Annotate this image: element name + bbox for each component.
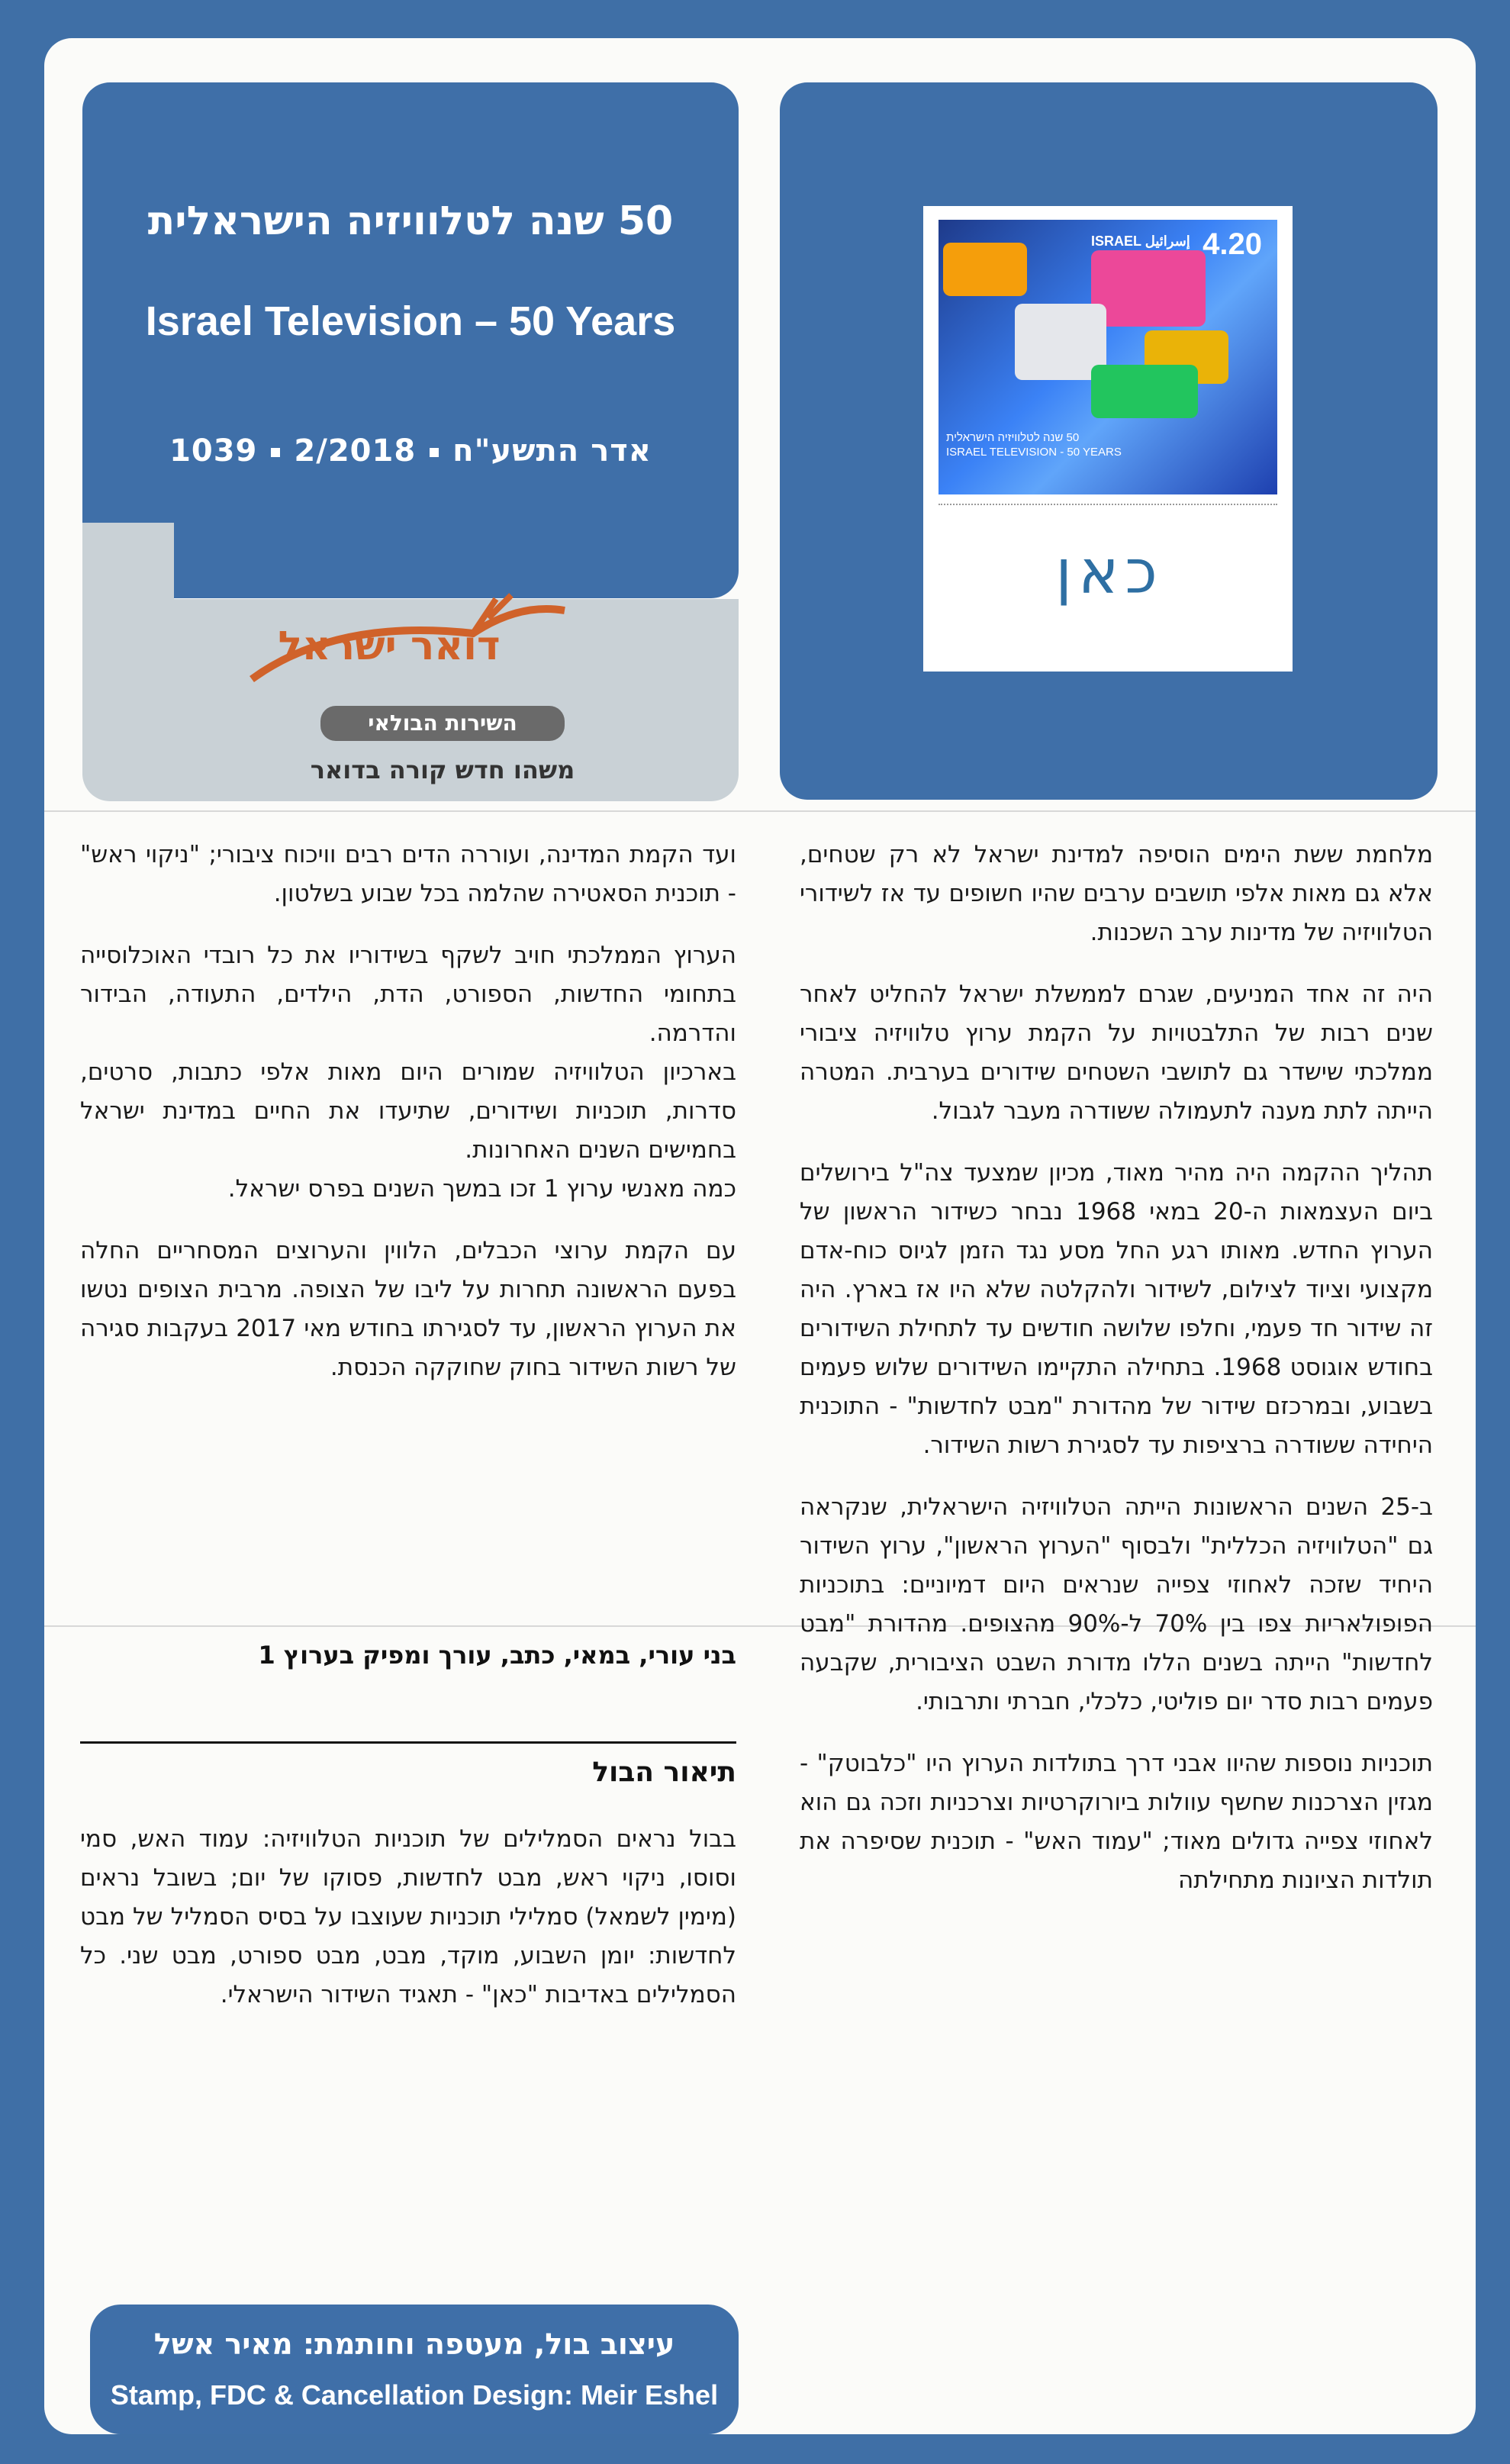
- article-right-column: [800, 836, 1433, 1923]
- stamp-description-heading: תיאור הבול: [592, 1757, 736, 1788]
- separator-square: [430, 448, 439, 457]
- paragraph: מלחמת ששת הימים הוסיפה למדינת ישראל לא רק שטחים, אלא גם מאות אלפי תושבים ערבים שהיו חשופים עד אז לשידורי הטלוויזיה של מדינות ערב השכנות.: [800, 841, 1433, 946]
- paragraph: עם הקמת ערוצי הכבלים, הלווין והערוצים המסחריים החלה בפעם הראשונה תחרות על ליבו של הצופה. מרבית הצופים נטשו את הערוץ הראשון, עד לסגירתו בחודש מאי 2017 בעקבות סגירה של רשות השידור בחוק שחוקקה הכנסת.: [80, 1237, 736, 1381]
- divider: [80, 1741, 736, 1744]
- fold-line: [44, 810, 1476, 812]
- paragraph: ועד הקמת המדינה, ועוררה הדים רבים וויכוח ציבורי; "ניקוי ראש" - תוכנית הסאטירה שהלמה בכל שבוע בשלטון.: [80, 841, 736, 907]
- article-left-column: [80, 836, 736, 1410]
- stamp-caption-en: ISRAEL TELEVISION - 50 YEARS: [946, 446, 1122, 459]
- title-hebrew: 50 שנה לטלוויזיה הישראלית: [147, 198, 674, 244]
- stamp-value: 4.20: [1203, 227, 1262, 261]
- paragraph: תוכניות נוספות שהיוו אבני דרך בתולדות הערוץ היו "כלבוטק" - מגזין הצרכנות שחשף עוולות ביורוקרטיות וצרכניות וזכה גם הוא לאחוזי צפייה גדולים מאוד; "עמוד האש" - תוכנית שסיפרה את תולדות הציונות מתחילתה: [800, 1750, 1433, 1894]
- title-panel: [82, 82, 739, 598]
- issue-line: [82, 433, 739, 469]
- paragraph: בבול נראים הסמלילים של תוכניות הטלוויזיה: עמוד האש, סמי וסוסו, ניקוי ראש, מבט לחדשות, פסוקו של יום; בשובל נראים (מימין לשמאל) סמלילי תוכניות שעוצבו על בסיס הסמליל של מבט לחדשות: יומן השבוע, מוקד, מבט, מבט ספורט, מבט שני. כל הסמלילים באדיבות "כאן" - תאגיד השידור הישראלי.: [80, 1825, 736, 2008]
- footer-panel: [90, 2305, 739, 2434]
- stamp-image: [939, 220, 1277, 494]
- paragraph: בארכיון הטלוויזיה שמורים היום מאות אלפי כתבות, סרטים, סדרות, תוכניות ושידורים, שתיעדו את החיים במדינת ישראל בחמישים השנים האחרונות.: [80, 1058, 736, 1164]
- paragraph: כמה מאנשי ערוץ 1 זכו במשך השנים בפרס ישראל.: [227, 1175, 736, 1203]
- logo-bubble: [943, 243, 1027, 296]
- stamp-country: ISRAEL إسرائيل: [1091, 234, 1190, 249]
- issue-month: אדר התשע"ח: [452, 433, 652, 469]
- separator-square: [271, 448, 280, 457]
- paragraph: תהליך ההקמה היה מהיר מאוד, מכיון שמצעד צה"ל בירושלים ביום העצמאות ה-20 במאי 1968 נבחר כשידור הראשון של הערוץ החדש. מאותו רגע החל מסע נגד הזמן לגיוס כוח-אדם מקצועי וציוד לצילום, לשידור ולהקלטה שלא היו אז בארץ. היה זה שידור חד פעמי, וחלפו שלושה חודשים עד לתחילת השידורים בחודש אוגוסט 1968. בתחילה התקיימו השידורים שלוש פעמים בשבוע, ובמרכזם שידור של מהדורת "מבט לחדשות" - התוכנית היחידה ששודרה ברציפות עד לסגירת רשות השידור.: [800, 1159, 1433, 1459]
- kan-tab-logo: כאן: [1055, 536, 1164, 607]
- design-credit-hebrew: עיצוב בול, מעטפה וחותמת: מאיר אשל: [153, 2327, 675, 2361]
- stamp: [923, 206, 1293, 672]
- title-english: Israel Television – 50 Years: [145, 298, 676, 344]
- author-credit: בני עורי, במאי, כתב, עורך ומפיק בערוץ 1: [258, 1641, 736, 1670]
- logo-badge: השירות הבולאי: [320, 706, 565, 741]
- paragraph: הערוץ הממלכתי חויב לשקף בשידוריו את כל רובדי האוכלוסייה בתחומי החדשות, הספורט, הדת, הילדים, התעודה, הבידור והדרמה.: [80, 942, 736, 1047]
- logo-brand: דואר ישראל: [278, 623, 501, 669]
- paragraph: ב-25 השנים הראשונות הייתה הטלוויזיה הישראלית, שנקראה גם "הטלוויזיה הכללית" ולבסוף "הערוץ הראשון", ערוץ השידור היחיד שזכה לאחוזי צפייה שנראים היום דמיוניים: בתוכניות הפופולאריות צפו בין 70% ל-90% מהצופים. מהדורת "מבט לחדשות" הייתה בשנים הללו מדורת השבט הציבורית, שקבעה פעמים רבות סדר יום פוליטי, כלכלי, חברתי ותרבותי.: [800, 1493, 1433, 1715]
- logo-bubble: [1091, 250, 1206, 327]
- logo-slogan: משהו חדש קורה בדואר: [310, 755, 575, 784]
- logo-bubble: [1091, 365, 1198, 418]
- issue-number: 1039: [169, 433, 258, 469]
- stamp-description: [80, 1820, 736, 2037]
- issue-date: 2/2018: [294, 433, 417, 469]
- stamp-caption-he: 50 שנה לטלוויזיה הישראלית: [946, 431, 1080, 444]
- stamp-caption: [946, 430, 1175, 459]
- paragraph: היה זה אחד המניעים, שגרם לממשלת ישראל להחליט לאחר שנים רבות של התלבטויות על הקמת ערוץ טלוויזיה ציבורי ממלכתי שישדר גם לתושבי השטחים שידורים בערבית. המטרה הייתה לתת מענה לתעמולה ששודרה מעבר לגבול.: [800, 981, 1433, 1125]
- design-credit-english: Stamp, FDC & Cancellation Design: Meir Eshel: [110, 2379, 719, 2411]
